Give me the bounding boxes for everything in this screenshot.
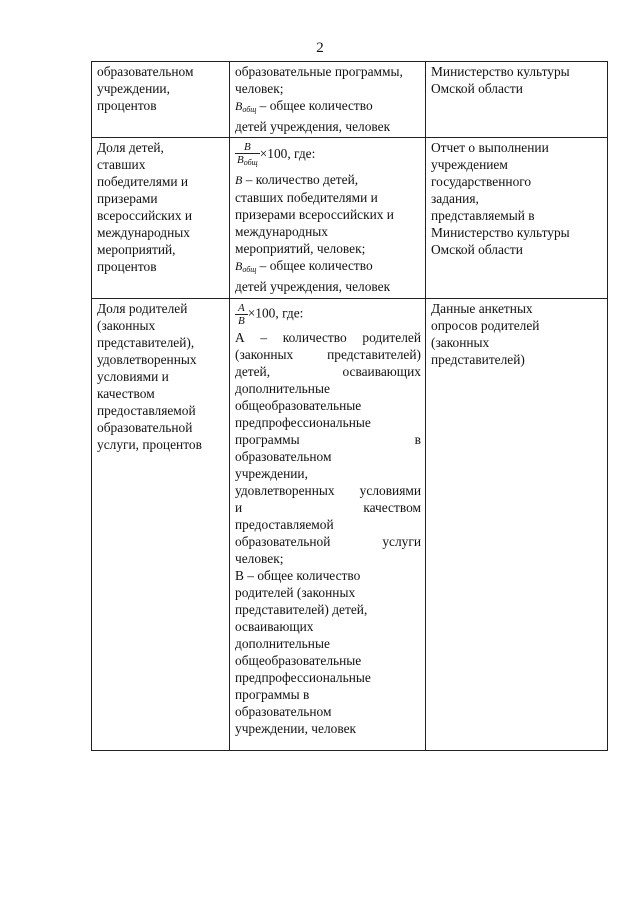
formula-cell bbox=[230, 138, 426, 299]
text-line: родителей (законных bbox=[235, 585, 356, 600]
text-line: представителей), bbox=[97, 335, 195, 350]
indicator-cell bbox=[92, 299, 230, 751]
text-line: В – общее количество bbox=[235, 568, 361, 583]
text-line: условиями и bbox=[97, 369, 169, 384]
formula-cell bbox=[230, 62, 426, 138]
text-line: образовательные программы, bbox=[235, 64, 403, 79]
text-line: представляемый в bbox=[431, 208, 535, 223]
text-line: учреждении, bbox=[235, 466, 308, 481]
text-line: удовлетворенных условиями bbox=[235, 483, 421, 498]
text-line: задания, bbox=[431, 191, 479, 206]
fraction-numerator: B bbox=[235, 141, 260, 154]
text-line: – количество детей, bbox=[245, 172, 359, 187]
text-line: Министерство культуры bbox=[431, 64, 570, 79]
source-cell bbox=[426, 62, 608, 138]
text-line: – общее количество bbox=[259, 98, 373, 113]
text-line: образовательном bbox=[235, 704, 332, 719]
text-line: человек; bbox=[235, 551, 284, 566]
table-row bbox=[92, 62, 608, 138]
text-line: предпрофессиональные bbox=[235, 670, 371, 685]
text-line: детей учреждения, человек bbox=[235, 279, 391, 294]
text-line: дополнительные bbox=[235, 381, 330, 396]
text-line: международных bbox=[97, 225, 190, 240]
formula-tail: ×100, где: bbox=[247, 305, 304, 321]
text-line: услуги, процентов bbox=[97, 437, 202, 452]
formula bbox=[235, 141, 421, 169]
text-line: Омской области bbox=[431, 242, 523, 257]
page-number: 2 bbox=[316, 40, 324, 56]
text-line: удовлетворенных bbox=[97, 352, 197, 367]
text-line: и качеством bbox=[235, 500, 421, 515]
text-line: ставших bbox=[97, 157, 146, 172]
text-line: образовательной bbox=[97, 420, 193, 435]
text-line: качеством bbox=[97, 386, 155, 401]
text-line: Данные анкетных bbox=[431, 301, 533, 316]
text-line: – общее количество bbox=[259, 258, 373, 273]
b-total-definition: $B_{общ}$ – общее количество bbox=[235, 98, 373, 114]
text-line: победителями и bbox=[97, 174, 189, 189]
source-cell bbox=[426, 299, 608, 751]
text-line: предоставляемой bbox=[97, 403, 196, 418]
text-line: Доля детей, bbox=[97, 140, 164, 155]
text-line: всероссийских и bbox=[97, 208, 193, 223]
text-line: детей, осваивающих bbox=[235, 364, 421, 379]
text-line: призерами bbox=[97, 191, 158, 206]
source-cell bbox=[426, 138, 608, 299]
text-line: осваивающих bbox=[235, 619, 314, 634]
text-line: (законных bbox=[97, 318, 156, 333]
text-line: дополнительные bbox=[235, 636, 330, 651]
text-line: образовательном bbox=[235, 449, 332, 464]
text-line: мероприятий, человек; bbox=[235, 241, 366, 256]
text-line: человек; bbox=[235, 81, 284, 96]
text-line: учреждением bbox=[431, 157, 508, 172]
text-line: процентов bbox=[97, 259, 157, 274]
text-line: (законных bbox=[431, 335, 490, 350]
fraction bbox=[235, 302, 248, 327]
fraction-denominator: B bbox=[238, 315, 245, 327]
indicator-cell bbox=[92, 138, 230, 299]
text-line: общеобразовательные bbox=[235, 653, 362, 668]
text-line: мероприятий, bbox=[97, 242, 176, 257]
b-definition: B – количество детей, bbox=[235, 172, 359, 187]
text-line: учреждении, человек bbox=[235, 721, 357, 736]
text-line: Доля родителей bbox=[97, 301, 188, 316]
fraction-numerator: A bbox=[235, 302, 248, 315]
den-subscript: общ bbox=[243, 158, 258, 167]
text-line: детей учреждения, человек bbox=[235, 119, 391, 134]
text-line: образовательной услуги bbox=[235, 534, 421, 549]
formula bbox=[235, 302, 421, 327]
fraction-denominator bbox=[235, 154, 260, 169]
text-line: учреждении, bbox=[97, 81, 170, 96]
text-line: опросов родителей bbox=[431, 318, 540, 333]
text-line: представителей) bbox=[431, 352, 525, 367]
text-line: общеобразовательные bbox=[235, 398, 362, 413]
fraction bbox=[235, 141, 260, 169]
text-line: Отчет о выполнении bbox=[431, 140, 549, 155]
text-line: государственного bbox=[431, 174, 532, 189]
indicator-cell bbox=[92, 62, 230, 138]
formula-cell bbox=[230, 299, 426, 751]
text-line: программы в bbox=[235, 687, 310, 702]
text-line: образовательном bbox=[97, 64, 194, 79]
text-line: (законных представителей) bbox=[235, 347, 421, 362]
text-line: предоставляемой bbox=[235, 517, 334, 532]
text-line: программы в bbox=[235, 432, 421, 447]
text-line: предпрофессиональные bbox=[235, 415, 371, 430]
b-total-definition: $B_{общ}$ – общее количество bbox=[235, 258, 373, 274]
table-row bbox=[92, 138, 608, 299]
text-line: А – количество родителей bbox=[235, 330, 421, 345]
formula-tail: ×100, где: bbox=[259, 146, 316, 162]
den-symbol: B bbox=[237, 154, 244, 166]
text-line: Министерство культуры bbox=[431, 225, 570, 240]
text-line: представителей) детей, bbox=[235, 602, 368, 617]
text-line: международных bbox=[235, 224, 328, 239]
table-row bbox=[92, 299, 608, 751]
indicators-table bbox=[91, 61, 608, 751]
text-line: ставших победителями и bbox=[235, 190, 378, 205]
text-line: Омской области bbox=[431, 81, 523, 96]
text-line: процентов bbox=[97, 98, 157, 113]
text-line: призерами всероссийских и bbox=[235, 207, 394, 222]
